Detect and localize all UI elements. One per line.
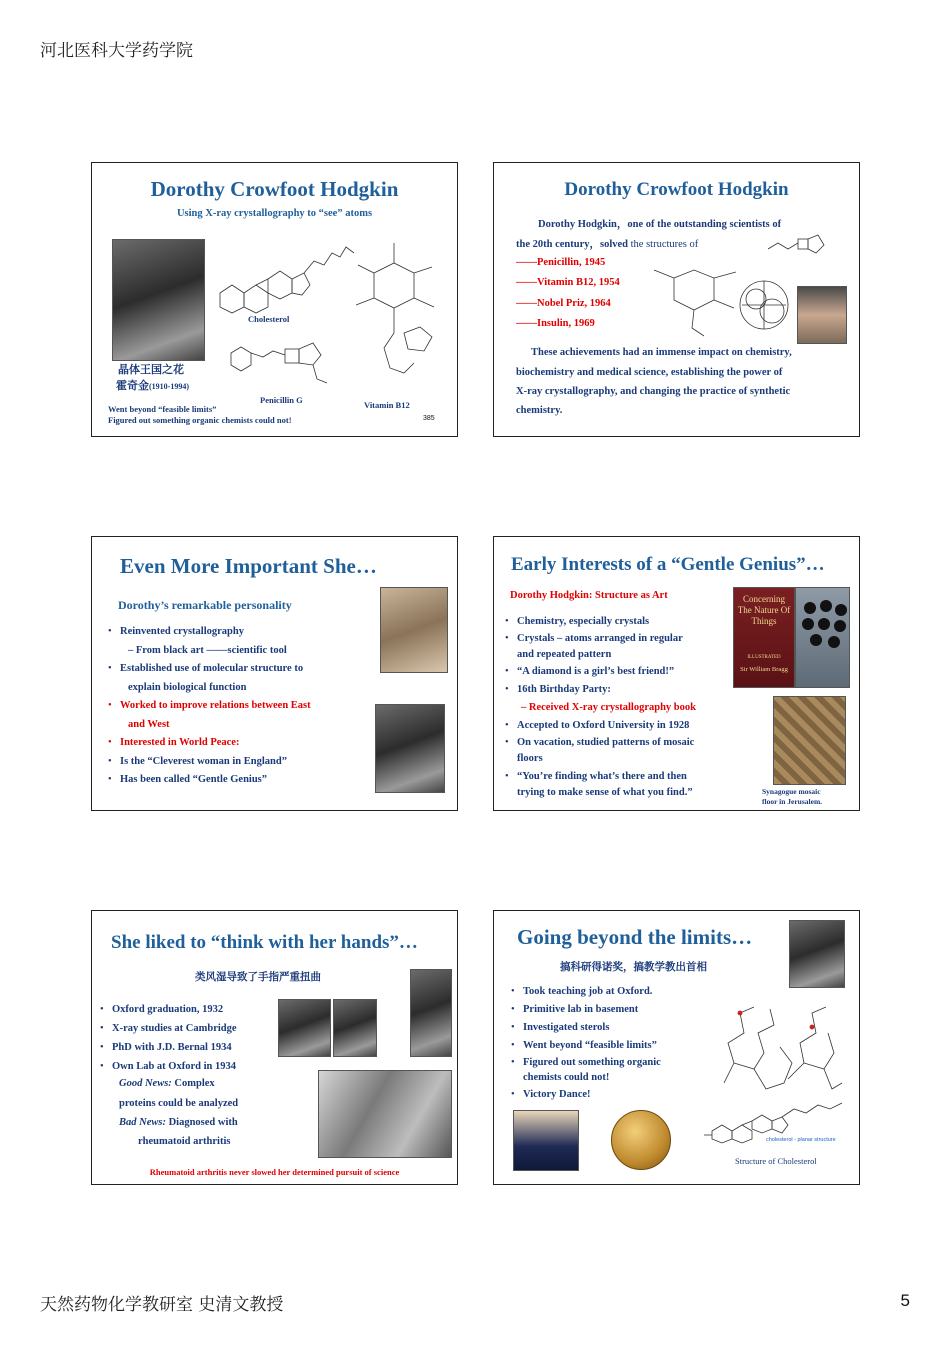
bullet-quote: • “You’re finding what’s there and then	[505, 769, 696, 785]
bullet-biological-function: explain biological function	[128, 681, 247, 693]
slide-subtitle: Dorothy’s remarkable personality	[118, 598, 292, 612]
cholesterol-3d-model-icon	[714, 1003, 844, 1103]
slide-footer-note: Rheumatoid arthritis never slowed her determined pursuit of science	[149, 1167, 400, 1177]
bernal-photo	[278, 999, 331, 1057]
bullet-cambridge: • X-ray studies at Cambridge	[100, 1019, 237, 1038]
slide-title: Dorothy Crowfoot Hodgkin	[564, 179, 789, 200]
planar-structure-label: cholesterol - planar structure	[766, 1137, 836, 1143]
slide-subtitle-cn: 搞科研得诺奖，搞教学教出首相	[560, 961, 707, 973]
personality-bullet-list	[108, 623, 311, 790]
achievement-insulin: ——Insulin, 1969	[516, 318, 595, 329]
intro-line-1: Dorothy Hodgkin，one of the outstanding scientists of	[538, 219, 782, 230]
impact-line-2: biochemistry and medical science, establishing the power of	[516, 367, 783, 378]
good-news-label: Good News:	[119, 1078, 172, 1089]
achievement-nobel: ——Nobel Priz, 1964	[516, 298, 611, 309]
career-bullet-list	[100, 1000, 237, 1076]
bullet-birthday: • 16th Birthday Party:	[505, 681, 696, 699]
diamond-book-photo	[795, 587, 850, 688]
hodgkin-older-photo	[789, 920, 845, 988]
bragg-book-cover	[733, 587, 795, 688]
good-news	[119, 1078, 215, 1089]
hodgkin-young-photo	[410, 969, 452, 1057]
slide-subtitle-cn: 类风湿导致了手指严重扭曲	[195, 971, 321, 983]
impact-line-3: X-ray crystallography, and changing the practice of synthetic	[516, 386, 791, 397]
slide-title: She liked to “think with her hands”…	[111, 932, 418, 953]
slide-hodgkin-intro	[91, 162, 458, 437]
note-feasible-limits: Went beyond “feasible limits”	[108, 404, 217, 414]
penicillin-small-structure-icon	[764, 229, 844, 269]
bullet-east-west: • Worked to improve relations between East	[108, 697, 311, 716]
intro-line-2	[516, 236, 698, 251]
slide-title: Dorothy Crowfoot Hodgkin	[150, 177, 399, 201]
label-penicillin: Penicillin G	[260, 395, 303, 405]
label-vitamin-b12: Vitamin B12	[364, 400, 410, 410]
page-footer: 天然药物化学教研室 史清文教授	[40, 1295, 284, 1315]
vitamin-b12-small-structure-icon	[644, 258, 744, 338]
bullet-gentle-genius: • Has been called “Gentle Genius”	[108, 771, 311, 790]
bullet-oxford: • Accepted to Oxford University in 1928	[505, 717, 696, 735]
diamond-dots-icon	[796, 596, 851, 656]
bullet-organic: • Figured out something organic	[511, 1055, 661, 1070]
smiling-hodgkin-photo	[375, 704, 445, 793]
mosaic-caption-2: floor in Jerusalem.	[762, 797, 823, 806]
caption-cn-1: 晶体王国之花	[118, 363, 184, 376]
limits-bullet-list	[511, 983, 661, 1104]
bad-news-text: Diagnosed with	[165, 1117, 238, 1128]
slide-beyond-limits	[493, 910, 860, 1185]
bullet-basement: • Primitive lab in basement	[511, 1001, 661, 1019]
bullet-teaching: • Took teaching job at Oxford.	[511, 983, 661, 1001]
page-number: 5	[900, 1291, 910, 1310]
book-author: Sir William Bragg	[740, 666, 788, 673]
insulin-structure-icon	[734, 275, 794, 335]
bullet-diamond: • “A diamond is a girl’s best friend!”	[505, 663, 696, 681]
bad-news	[119, 1117, 238, 1128]
mosaic-caption-1: Synagogue mosaic	[762, 787, 821, 796]
note-organic-chemists: Figured out something organic chemists could not!	[108, 415, 292, 425]
caption-cn-2	[116, 377, 189, 393]
intro-line-2-normal: the structures of	[630, 239, 699, 250]
bullet-sterols: • Investigated sterols	[511, 1019, 661, 1037]
slide-title: Early Interests of a “Gentle Genius”…	[511, 554, 825, 575]
hodgkin-color-photo	[797, 286, 847, 344]
slide-personality	[91, 536, 458, 811]
impact-line-1: These achievements had an immense impact on chemistry,	[531, 347, 792, 358]
slide-title: Even More Important She…	[120, 554, 377, 578]
impact-line-4: chemistry.	[516, 405, 563, 416]
bullet-molecular-structure: • Established use of molecular structure to	[108, 660, 311, 679]
bad-news-cont: rheumatoid arthritis	[138, 1136, 231, 1147]
cholesterol-structure-icon	[210, 233, 340, 313]
bullet-mosaic-cont: floors	[517, 753, 543, 764]
book-title: Concerning The Nature Of Things	[737, 594, 791, 626]
good-news-text: Complex	[171, 1078, 215, 1089]
hands-photo	[318, 1070, 452, 1158]
interests-bullet-list	[505, 613, 696, 801]
slide-title: Going beyond the limits…	[517, 925, 753, 949]
bullet-east-west-cont: and West	[128, 718, 170, 730]
thatcher-photo	[513, 1110, 579, 1171]
synagogue-mosaic-photo	[773, 696, 846, 785]
nobel-medal-icon	[611, 1110, 671, 1170]
slide-number: 385	[423, 415, 435, 422]
caption-cn-name: 霍奇金	[116, 379, 149, 392]
slide-subtitle: Using X-ray crystallography to “see” atoms	[176, 208, 373, 219]
bullet-world-peace: • Interested in World Peace:	[108, 734, 311, 753]
colleague-photo	[333, 999, 377, 1057]
bullet-black-art: – From black art ——scientific tool	[128, 644, 287, 656]
penicillin-structure-icon	[227, 333, 337, 393]
bullet-xray-book: – Received X-ray crystallography book	[521, 702, 696, 713]
hodgkin-portrait-photo	[112, 239, 205, 361]
slide-early-interests	[493, 536, 860, 811]
bullet-reinvented: • Reinvented crystallography	[108, 623, 311, 642]
bullet-crystals: • Crystals – atoms arranged in regular	[505, 631, 696, 647]
bullet-mosaic: • On vacation, studied patterns of mosaic	[505, 735, 696, 751]
page-header: 河北医科大学药学院	[40, 41, 193, 61]
good-news-cont: proteins could be analyzed	[119, 1098, 239, 1109]
achievement-penicillin: ——Penicillin, 1945	[516, 257, 606, 268]
achievement-vitamin-b12: ——Vitamin B12, 1954	[516, 277, 620, 288]
cholesterol-caption: Structure of Cholesterol	[735, 1156, 817, 1166]
bullet-organic-cont: chemists could not!	[523, 1072, 610, 1083]
bad-news-label: Bad News:	[119, 1117, 166, 1128]
label-cholesterol: Cholesterol	[248, 314, 290, 324]
young-hodgkin-photo	[380, 587, 448, 673]
bullet-crystals-cont: and repeated pattern	[517, 649, 612, 660]
slide-subtitle: Dorothy Hodgkin: Structure as Art	[510, 590, 668, 601]
bullet-phd-bernal: • PhD with J.D. Bernal 1934	[100, 1038, 237, 1057]
book-label: ILLUSTRATED	[747, 655, 781, 660]
bullet-quote-cont: trying to make sense of what you find.”	[517, 787, 693, 798]
bullet-own-lab: • Own Lab at Oxford in 1934	[100, 1057, 237, 1076]
bullet-feasible-limits: • Went beyond “feasible limits”	[511, 1037, 661, 1055]
slide-think-with-hands	[91, 910, 458, 1185]
vitamin-b12-structure-icon	[344, 223, 444, 393]
intro-line-2-bold: the 20th century，solved	[516, 239, 631, 250]
bullet-oxford-graduation: • Oxford graduation, 1932	[100, 1000, 237, 1019]
bullet-chemistry: • Chemistry, especially crystals	[505, 613, 696, 631]
bullet-victory: • Victory Dance!	[511, 1085, 661, 1104]
slide-hodgkin-achievements	[493, 162, 860, 437]
caption-years: (1910-1994)	[149, 382, 189, 391]
bullet-cleverest-woman: • Is the “Cleverest woman in England”	[108, 753, 311, 772]
